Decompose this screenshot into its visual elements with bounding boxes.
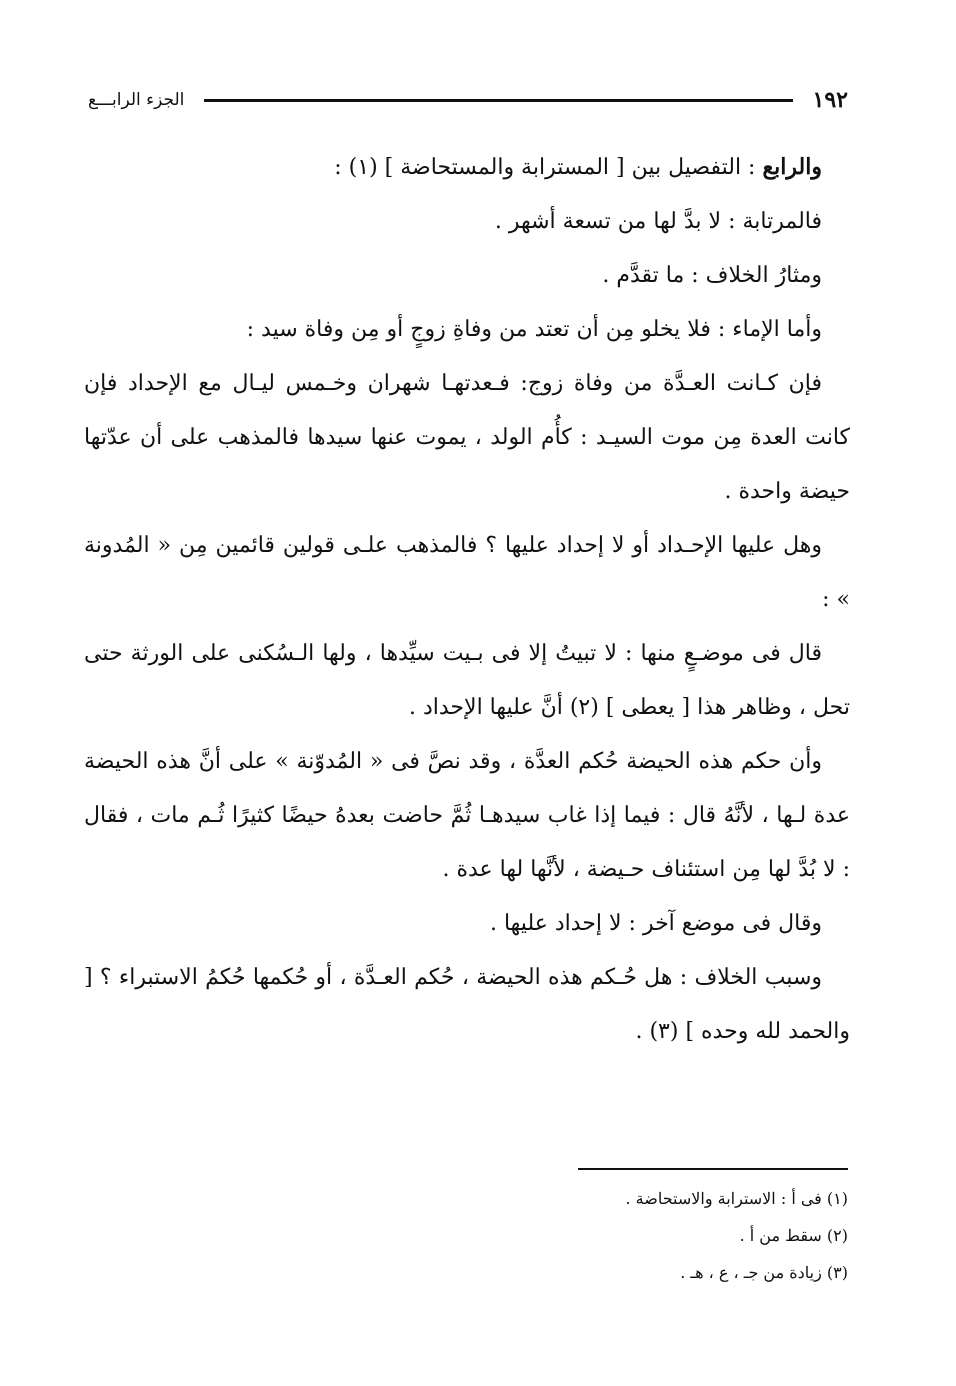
paragraph-8: وأن حكم هذه الحيضة حُكم العدَّة ، وقد نصَّ فى « المُدوّنة » على أنَّ هذه الحيضة عدة لـها ، لأنَّهُ قال : فيما إذا غاب سيدهـا ثُمَّ حاضت بعدهُ حيضًا كثيرًا ثُـم مات ، فقال : لا بُدَّ لها مِن استئناف حـيضة ، لأنَّها لها عدة .: [84, 749, 850, 882]
page-number: ١٩٢: [812, 87, 848, 113]
footnotes: [400, 1180, 848, 1291]
paragraph-1-lead: والرابع: [762, 154, 822, 180]
running-title: الجزء الرابـــع: [88, 90, 185, 110]
paragraph-5: فإن كـانت العـدَّة من وفاة زوج: فـعدتهـا شهران وخـمس ليـال مع الإحداد فإن كانت العدة مِن موت السيـد : كأُم الولد ، يموت عنها سيدها فالمذهب على أن عدّتها حيضة واحدة .: [84, 371, 850, 504]
paragraph-2: فالمرتابة : لا بدَّ لها من تسعة أشهر .: [494, 209, 822, 234]
paragraph-7: قال فى موضـعٍ منها : لا تبيتُ إلا فى بـيت سيِّدها ، ولها الـسُكنى على الورثة حتى تحل ، وظاهر هذا [ يعطى ] (٢) أنَّ عليها الإحداد .: [84, 641, 850, 720]
paragraph-10: وسبب الخلاف : هل حُـكم هذه الحيضة ، حُكم العـدَّة ، أو حُكمها حُكمُ الاستبراء ؟ [ والحمد لله وحده ] (٣) .: [84, 965, 850, 1044]
paragraph-1-text: : التفصيل بين [ المسترابة والمستحاضة ] (١) :: [334, 155, 756, 180]
paragraph-9: وقال فى موضع آخر : لا إحداد عليها .: [489, 911, 822, 936]
footnote-3: (٣) زيادة من جـ ، ع ، هـ .: [680, 1263, 848, 1282]
paragraph-3: ومثارُ الخلاف : ما تقدَّم .: [602, 263, 822, 288]
paragraph-6: وهل عليها الإحـداد أو لا إحداد عليها ؟ فالمذهب علـى قولين قائمين مِن « المُدونة » :: [84, 533, 850, 612]
footnote-rule: [578, 1168, 848, 1170]
footnote-1: (١) فى أ : الاسترابة والاستحاضة .: [625, 1189, 848, 1208]
body-text: [84, 140, 850, 1059]
footnote-2: (٢) سقط من أ .: [739, 1226, 848, 1245]
header-rule: [204, 99, 792, 102]
paragraph-4: وأما الإماء : فلا يخلو مِن أن تعتد من وفاةِ زوجٍ أو مِن وفاة سيد :: [246, 317, 822, 342]
page-header: [88, 82, 848, 118]
paragraph-1: [84, 140, 850, 195]
